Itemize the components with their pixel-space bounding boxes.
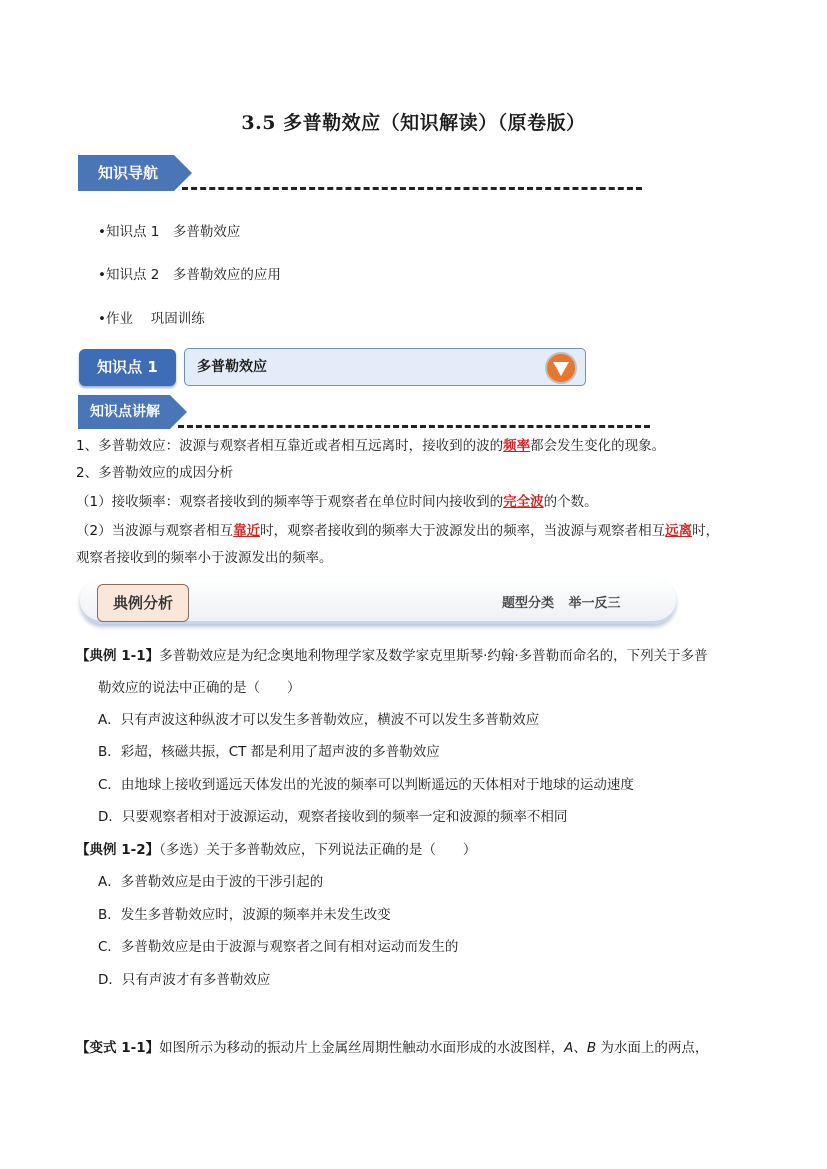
example-section-label: 典例分析 — [97, 584, 189, 622]
text: 的个数。 — [543, 494, 598, 510]
explain-banner: 知识点讲解 — [78, 395, 170, 429]
nav-item-homework[interactable]: •作业 巩固训练 — [98, 311, 205, 327]
text: 时，观察者接收到的频率大于波源发出的频率，当波源与观察者相互 — [260, 523, 666, 539]
question-1-1-cont: 勒效应的说法中正确的是（ ） — [98, 680, 301, 696]
nav-banner: 知识导航 — [78, 155, 174, 191]
nav-item-kp1[interactable]: •知识点 1 多普勒效应 — [98, 224, 241, 240]
option-c: C．多普勒效应是由于波源与观察者之间有相对运动而发生的 — [98, 939, 459, 955]
text: （1）接收频率：观察者接收到的频率等于观察者在单位时间内接收到的 — [76, 494, 504, 510]
question-text: 如图所示为移动的振动片上金属丝周期性触动水面形成的水波图样， — [159, 1040, 565, 1056]
point-label: A — [564, 1040, 574, 1056]
text: 都会发生变化的现象。 — [530, 438, 666, 454]
question-1-1 — [76, 646, 708, 666]
key-term: 靠近 — [233, 523, 261, 539]
key-term: 完全波 — [503, 494, 544, 510]
question-text: 为水面上的两点， — [596, 1040, 709, 1056]
option-b: B．发生多普勒效应时，波源的频率并未发生改变 — [98, 907, 391, 923]
option-d: D．只有声波才有多普勒效应 — [98, 972, 271, 988]
key-term: 频率 — [503, 438, 531, 454]
question-text: （多选）关于多普勒效应，下列说法正确的是（ ） — [159, 842, 477, 858]
page-title: 3.5 多普勒效应（知识解读）（原卷版） — [241, 112, 586, 134]
question-text: 多普勒效应是为纪念奥地利物理学家及数学家克里斯琴·约翰·多普勒而命名的，下列关于多普 — [159, 648, 708, 664]
explain-divider — [178, 425, 650, 428]
nav-divider — [182, 187, 642, 190]
example-section-subtitle: 题型分类 举一反三 — [502, 596, 621, 611]
explain-paragraph-4-cont: 观察者接收到的频率小于波源发出的频率。 — [76, 550, 333, 566]
knowledge-point-title-box: 多普勒效应 — [184, 348, 586, 386]
option-d: D．只要观察者相对于波源运动，观察者接收到的频率一定和波源的频率不相同 — [98, 809, 568, 825]
nav-item-kp2[interactable]: •知识点 2 多普勒效应的应用 — [98, 267, 281, 283]
question-tag: 【典例 1-1】 — [76, 648, 160, 664]
option-c: C．由地球上接收到遥远天体发出的光波的频率可以判断遥远的天体相对于地球的运动速度 — [98, 777, 634, 793]
explain-paragraph-3 — [76, 492, 598, 512]
option-b: B．彩超，核磁共振，CT 都是利用了超声波的多普勒效应 — [98, 744, 440, 760]
option-a: A．只有声波这种纵波才可以发生多普勒效应，横波不可以发生多普勒效应 — [98, 712, 540, 728]
explain-paragraph-1 — [76, 436, 665, 456]
text: 、 — [573, 1040, 587, 1056]
text: （2）当波源与观察者相互 — [76, 523, 234, 539]
explain-paragraph-2: 2、多普勒效应的成因分析 — [76, 465, 234, 481]
question-1-2 — [76, 840, 476, 860]
question-tag: 【典例 1-2】 — [76, 842, 160, 858]
text: 时， — [692, 523, 720, 539]
text: 1、多普勒效应：波源与观察者相互靠近或者相互远离时，接收到的波的 — [76, 438, 504, 454]
knowledge-point-tab: 知识点 1 — [79, 349, 176, 386]
option-a: A．多普勒效应是由于波的干涉引起的 — [98, 874, 324, 890]
key-term: 远离 — [665, 523, 693, 539]
triangle-down-icon — [547, 354, 575, 382]
variation-1-1 — [76, 1038, 708, 1058]
collapse-toggle[interactable] — [545, 352, 577, 384]
point-label: B — [586, 1040, 597, 1056]
explain-paragraph-4 — [76, 521, 719, 541]
question-tag: 【变式 1-1】 — [76, 1040, 160, 1056]
